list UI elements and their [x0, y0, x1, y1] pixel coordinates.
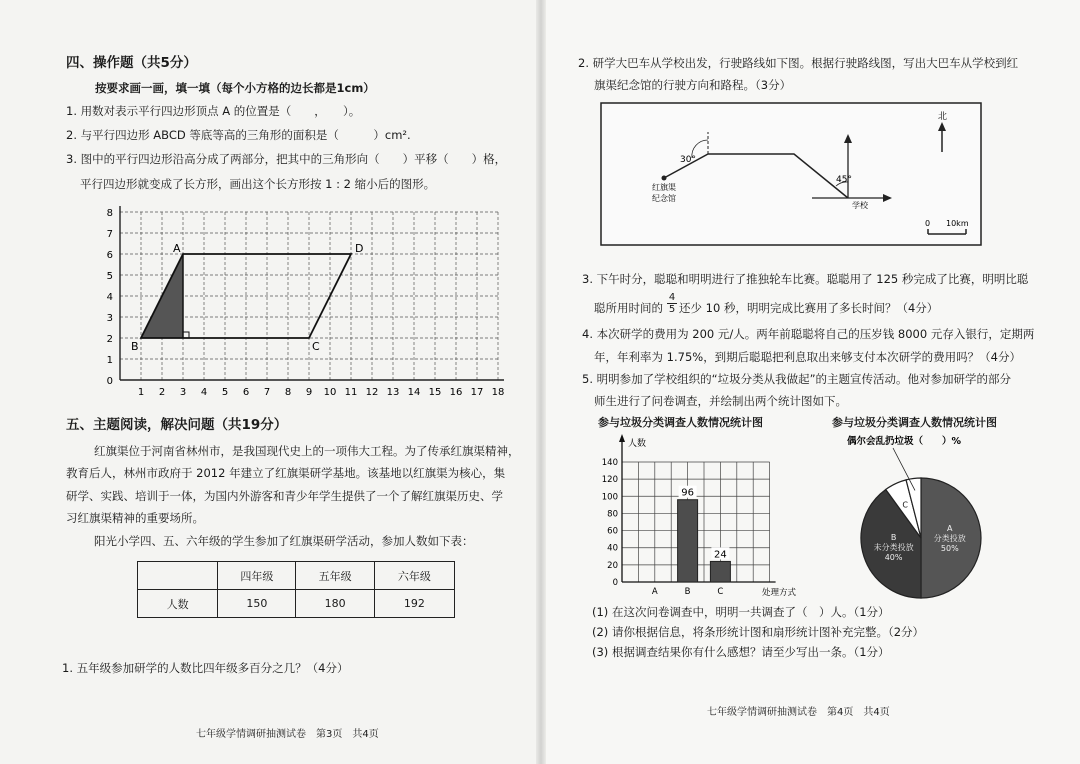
x-tick-label: 10 [323, 387, 337, 398]
pie-slice-label: 分类投放 [933, 534, 966, 543]
x-tick-label: 13 [386, 387, 400, 398]
y-tick-label: 4 [106, 292, 113, 303]
bar [678, 500, 698, 582]
table-header-row [138, 562, 455, 590]
x-tick-label: 9 [305, 387, 313, 398]
x-tick-label: 5 [221, 387, 229, 398]
x-tick-label: 14 [407, 387, 421, 398]
section5-title: 五、主题阅读，解决问题（共19分） [66, 417, 288, 433]
y-tick-label: 2 [106, 334, 113, 345]
north-label: 北 [938, 112, 948, 122]
angle-30-label: 30° [680, 155, 696, 165]
x-tick-label: C [717, 587, 724, 597]
vertex-c-label: C [312, 340, 320, 353]
passage-line-4: 习红旗渠精神的重要场所。 [66, 511, 204, 525]
question-4-3-line2: 平行四边形就变成了长方形，画出这个长方形按 1 : 2 缩小后的图形。 [80, 177, 436, 191]
x-tick-label: 1 [137, 387, 145, 398]
x-tick-label: 18 [491, 387, 505, 398]
question-4-3-line1: 3. 图中的平行四边形沿高分成了两部分，把其中的三角形向（ ）平移（ ）格， [66, 152, 507, 166]
y-tick-label: 5 [106, 271, 113, 282]
y-axis-label: 人数 [628, 439, 647, 449]
school-label: 学校 [852, 201, 868, 210]
table-header-cell: 六年级 [374, 562, 454, 590]
table-header-cell: 五年级 [296, 562, 374, 590]
question-3-line1: 3. 下午时分，聪聪和明明进行了推独轮车比赛。聪聪用了 125 秒完成了比赛，明明比聪 [582, 272, 1029, 286]
pie-callout-label: 偶尔会乱扔垃圾（ ）% [847, 436, 962, 447]
question-3-line2b: 还少 10 秒，明明完成比赛用了多长时间？（4分） [679, 301, 939, 315]
question-4-line2: 年，年利率为 1.75%，到期后聪聪把利息取出来够支付本次研学的费用吗？（4分） [594, 350, 1022, 364]
scale-unit-label: 10km [946, 219, 969, 228]
sub-question-1: (1) 在这次问卷调查中，明明一共调查了（ ）人。（1分） [592, 605, 890, 619]
scale-zero-label: 0 [925, 219, 931, 228]
y-tick-label: 140 [601, 458, 618, 468]
question-4-2: 2. 与平行四边形 ABCD 等底等高的三角形的面积是（ ）cm². [66, 128, 411, 142]
x-tick-label: 7 [263, 387, 271, 398]
origin-label: 0 [106, 376, 113, 387]
data-label: 96 [681, 487, 694, 499]
passage-line-5: 阳光小学四、五、六年级的学生参加了红旗渠研学活动，参加人数如下表： [94, 534, 474, 548]
passage-line-2: 教育后人，林州市政府于 2012 年建立了红旗渠研学基地。该基地以红旗渠为核心，集 [66, 466, 506, 480]
sub-question-3: (3) 根据调查结果你有什么感想？请至少写出一条。（1分） [592, 645, 890, 659]
pie-chart [845, 432, 995, 602]
vertex-a-label: A [173, 242, 181, 255]
y-tick-label: 40 [607, 543, 618, 554]
x-tick-label: 8 [284, 387, 292, 398]
pie-slice-label: A [947, 524, 953, 533]
question-4-line1: 4. 本次研学的费用为 200 元/人。两年前聪聪将自己的压岁钱 8000 元存入银行，定期两 [582, 327, 1035, 341]
memorial-point [662, 176, 667, 181]
table-cell: 192 [374, 590, 454, 618]
table-header-cell [138, 562, 218, 590]
y-tick-label: 20 [607, 560, 618, 571]
y-tick-label: 100 [601, 492, 618, 503]
y-tick-label: 80 [607, 509, 618, 520]
question-5-1: 1. 五年级参加研学的人数比四年级多百分之几？（4分） [62, 661, 349, 675]
pie-chart-title: 参与垃圾分类调查人数情况统计图 [832, 416, 997, 429]
route-map [600, 102, 982, 246]
y-tick-label: 1 [106, 355, 113, 366]
data-label: 24 [714, 549, 727, 561]
memorial-label-1: 红旗渠 [652, 183, 676, 192]
pie-slice-label: C [902, 500, 908, 510]
y-tick-label: 0 [612, 578, 618, 588]
x-tick-label: 2 [158, 387, 166, 398]
table-header-cell: 四年级 [218, 562, 296, 590]
vertex-b-label: B [131, 340, 139, 353]
table-row-label: 人数 [138, 590, 218, 618]
sub-question-2: (2) 请你根据信息，将条形统计图和扇形统计图补充完整。（2分） [592, 625, 925, 639]
question-5-line2: 师生进行了问卷调查，并绘制出两个统计图如下。 [594, 394, 847, 408]
x-tick-label: 17 [470, 387, 484, 398]
pie-slice-label: 40% [884, 552, 903, 562]
y-tick-label: 6 [106, 250, 113, 261]
left-footer: 七年级学情调研抽测试卷 第3页 共4页 [196, 729, 379, 740]
section4-title: 四、操作题（共5分） [66, 55, 197, 71]
table-cell: 150 [218, 590, 296, 618]
bar-chart [590, 434, 816, 600]
pie-slice-label: B [890, 532, 897, 542]
y-tick-label: 7 [106, 229, 113, 240]
fraction-numerator: 4 [668, 292, 676, 303]
question-3-line2a: 聪所用时间的 [594, 301, 663, 315]
y-tick-label: 3 [106, 313, 113, 324]
pie-slice-label: 未分类投放 [873, 542, 914, 552]
x-tick-label: 3 [179, 387, 187, 398]
x-tick-label: A [651, 587, 658, 597]
question-2-line2: 旗渠纪念馆的行驶方向和路程。（3分） [594, 78, 792, 92]
x-tick-label: 16 [449, 387, 463, 398]
question-4-1: 1. 用数对表示平行四边形顶点 A 的位置是（ ， ）。 [66, 104, 361, 118]
x-tick-label: B [684, 587, 691, 597]
coordinate-grid [80, 205, 520, 403]
fraction-denominator: 5 [668, 304, 676, 315]
arrow-icon [619, 434, 625, 442]
y-tick-label: 8 [106, 208, 113, 219]
right-footer: 七年级学情调研抽测试卷 第4页 共4页 [707, 707, 890, 718]
bar [710, 561, 730, 582]
x-tick-label: 12 [365, 387, 379, 398]
memorial-label-2: 纪念馆 [652, 194, 676, 203]
page-fold [536, 0, 546, 764]
table-row [138, 590, 455, 618]
table-cell: 180 [296, 590, 374, 618]
map-frame [601, 103, 981, 245]
x-tick-label: 6 [242, 387, 250, 398]
section4-instruction: 按要求画一画，填一填（每个小方格的边长都是1cm） [95, 81, 375, 95]
question-2-line1: 2. 研学大巴车从学校出发，行驶路线如下图。根据行驶路线图，写出大巴车从学校到红 [578, 56, 1019, 70]
x-tick-label: 15 [428, 387, 442, 398]
y-tick-label: 60 [607, 526, 618, 537]
passage-line-1: 红旗渠位于河南省林州市，是我国现代史上的一项伟大工程。为了传承红旗渠精神， [94, 444, 520, 458]
passage-line-3: 研学、实践、培训于一体，为国内外游客和青少年学生提供了一个了解红旗渠历史、学 [66, 489, 503, 503]
x-tick-label: 4 [200, 387, 208, 398]
participants-table [137, 561, 455, 618]
bar-chart-title: 参与垃圾分类调查人数情况统计图 [598, 416, 763, 429]
y-tick-label: 120 [601, 475, 618, 486]
vertex-d-label: D [355, 242, 364, 255]
pie-slice-label: 50% [940, 544, 959, 553]
x-tick-label: 11 [344, 387, 358, 398]
x-axis-label: 处理方式 [762, 588, 797, 598]
angle-45-label: 45° [836, 175, 852, 185]
question-5-line1: 5. 明明参加了学校组织的“垃圾分类从我做起”的主题宣传活动。他对参加研学的部分 [582, 372, 1012, 386]
